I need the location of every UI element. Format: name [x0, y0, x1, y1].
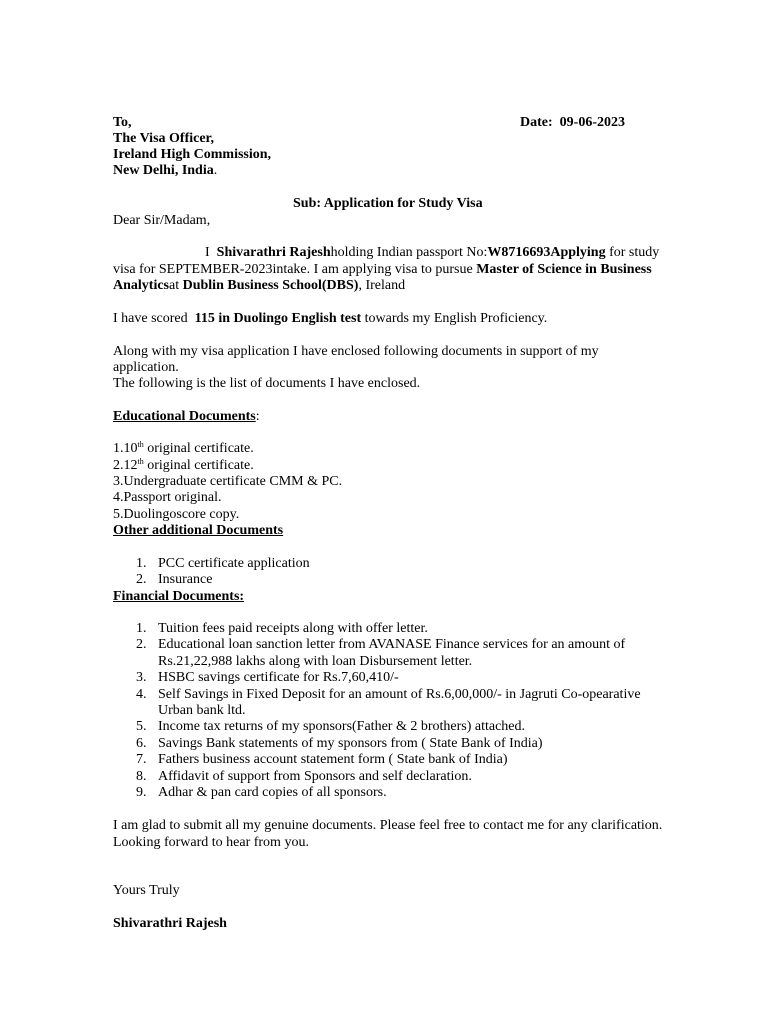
address-line-3: New Delhi, India. [113, 163, 218, 178]
enclosed-line-1: Along with my visa application I have enclosed following documents in support of my [113, 344, 599, 359]
school-name: Dublin Business School(DBS) [182, 278, 359, 293]
closing-line-2: Looking forward to hear from you. [113, 835, 309, 850]
enclosed-line-2: application. [113, 360, 179, 375]
list-item: 3. HSBC savings certificate for Rs.7,60,410/- [136, 670, 399, 686]
financial-heading: Financial Documents: [113, 589, 245, 604]
other-heading: Other additional Documents [113, 523, 284, 538]
score-value: 115 in Duolingo English test [194, 311, 362, 326]
letter-date [520, 115, 625, 131]
list-item: 5. Income tax returns of my sponsors(Father & 2 brothers) attached. [136, 719, 526, 735]
edu-item: 3.Undergraduate certificate CMM & PC. [113, 474, 343, 489]
edu-item: 4.Passport original. [113, 490, 222, 505]
edu-item: 1.10th original certificate. [113, 440, 254, 456]
list-item: 2. Educational loan sanction letter from AVANASE Finance services for an amount of Rs.21,22,988 lakhs along with loan Disbursement letter. [136, 637, 626, 669]
address-line-1: The Visa Officer, [113, 131, 214, 146]
applicant-name: Shivarathri Rajesh [216, 245, 331, 260]
financial-list [113, 621, 653, 801]
list-item: 6. Savings Bank statements of my sponsors from ( State Bank of India) [136, 735, 543, 751]
passport-number: W8716693Applying [487, 245, 606, 260]
intro-line-1: I Shivarathri Rajeshholding Indian passport No:W8716693Applying for study [205, 245, 660, 260]
address-line-2: Ireland High Commission, [113, 147, 272, 162]
list-item: 1. Tuition fees paid receipts along with offer letter. [136, 621, 428, 636]
signoff: Yours Truly [113, 883, 180, 898]
to-label: To, [113, 115, 132, 130]
enclosed-line-3: The following is the list of documents I have enclosed. [113, 376, 421, 391]
closing-line-1: I am glad to submit all my genuine documents. Please feel free to contact me for any clarification. [113, 818, 663, 833]
date-label: Date: [520, 115, 553, 130]
edu-item: 2.12th original certificate. [113, 457, 254, 473]
to-line [113, 115, 132, 131]
salutation: Dear Sir/Madam, [113, 213, 211, 228]
list-item: 8. Affidavit of support from Sponsors and self declaration. [136, 768, 472, 784]
list-item: 1. PCC certificate application [136, 556, 310, 571]
list-item: 7. Fathers business account statement form ( State bank of India) [136, 752, 508, 768]
signature: Shivarathri Rajesh [113, 916, 227, 931]
course-name: Master of Science in Business [476, 262, 652, 277]
educational-heading: Educational Documents: [113, 409, 260, 424]
score-line: I have scored 115 in Duolingo English test towards my English Proficiency. [113, 311, 548, 326]
list-item: 9. Adhar & pan card copies of all sponsors. [136, 785, 387, 801]
list-item: 2. Insurance [136, 572, 213, 588]
list-item: 4. Self Savings in Fixed Deposit for an amount of Rs.6,00,000/- in Jagruti Co-opearative Urban bank ltd. [136, 686, 641, 719]
intro-line-2: visa for SEPTEMBER-2023intake. I am applying visa to pursue Master of Science in Business [113, 262, 652, 277]
date-value: 09-06-2023 [559, 115, 625, 130]
edu-item: 5.Duolingoscore copy. [113, 507, 240, 522]
intro-line-3: Analyticsat Dublin Business School(DBS), Ireland [113, 278, 406, 293]
other-list [113, 556, 673, 589]
subject-line: Sub: Application for Study Visa [293, 196, 483, 211]
